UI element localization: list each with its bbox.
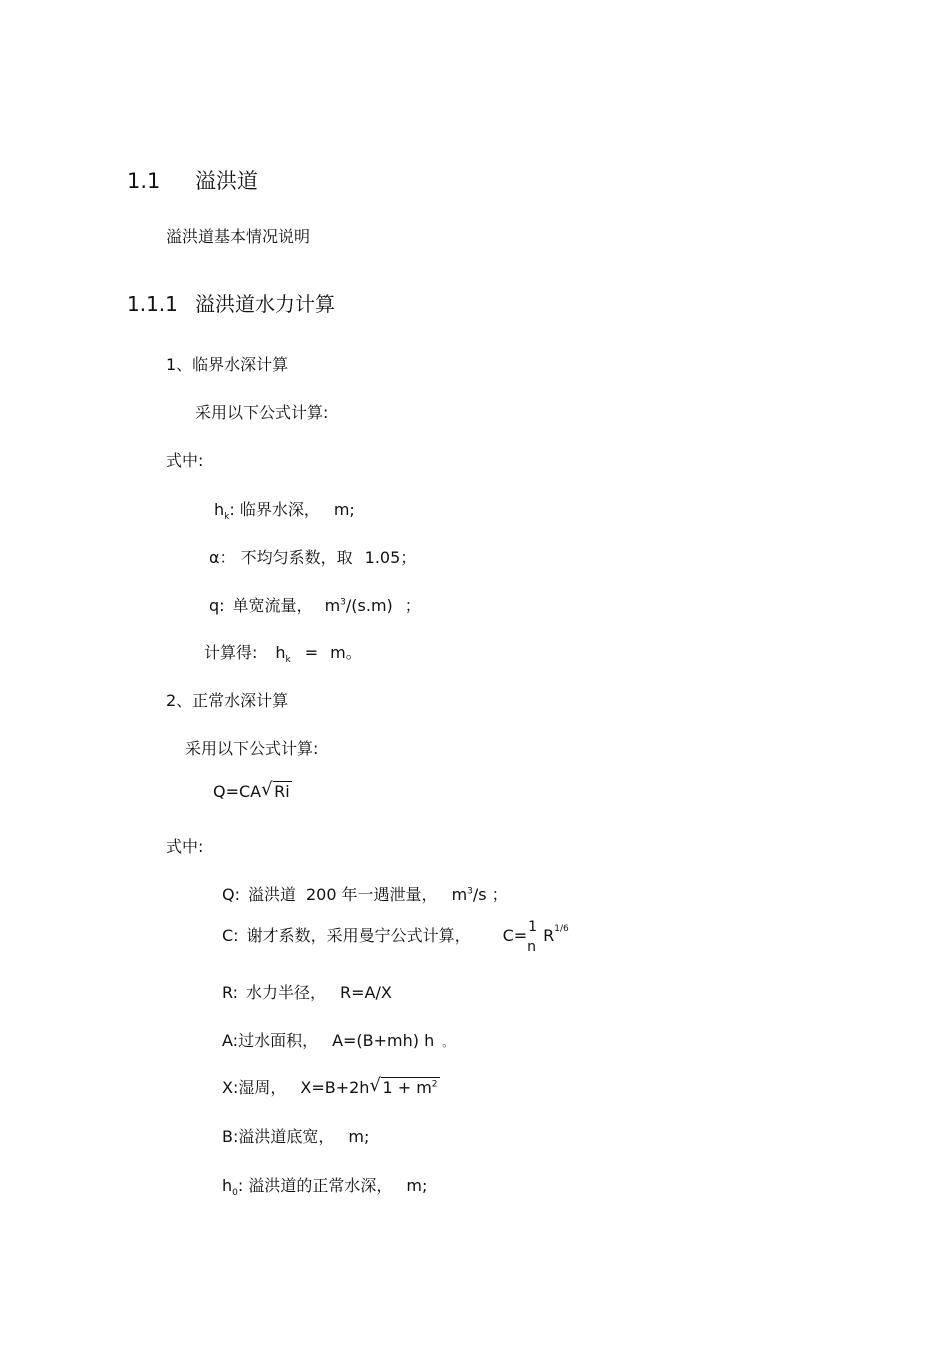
var-symbol: α — [209, 548, 220, 567]
def-A — [222, 1031, 453, 1053]
punctuation: ； — [400, 548, 417, 567]
result-unit: m — [330, 643, 346, 662]
var-value: 1.05 — [364, 548, 401, 567]
var-description: : 临界水深， — [229, 500, 320, 519]
var-unit: m; — [333, 500, 355, 519]
var-symbol: h — [275, 643, 286, 662]
var-description: 过水面积， — [238, 1031, 319, 1050]
subsection-title: 溢洪道水力计算 — [195, 292, 335, 316]
section-number: 1.1 — [127, 169, 161, 193]
unit-exponent: 3 — [467, 886, 473, 897]
formula: A=(B+mh — [332, 1031, 413, 1050]
def-h0 — [222, 1176, 428, 1199]
var-description: 单宽流量， — [232, 596, 313, 615]
var-description-rest: 年一遇泄量， — [341, 885, 438, 904]
result-label: 计算得: — [204, 643, 258, 662]
sqrt-symbol: √ $1 + m^2$ — [369, 1075, 438, 1097]
var-description: 溢洪道 — [247, 885, 296, 904]
punctuation: 。 — [345, 643, 362, 662]
exponent: 2 — [431, 1079, 438, 1090]
var-unit: m — [451, 885, 468, 904]
var-description: ： 不均匀系数，取 — [219, 548, 353, 567]
var-description: 湿周， — [238, 1078, 287, 1097]
formula: X=B+2h — [300, 1078, 370, 1097]
var-subscript: 0 — [232, 1188, 238, 1199]
var-unit-rest: /s — [472, 885, 487, 904]
formula-rest: ) h — [412, 1031, 435, 1050]
denominator: n — [527, 938, 537, 955]
var-description: : 溢洪道的正常水深， — [237, 1176, 393, 1195]
var-description: 水力半径， — [246, 983, 327, 1002]
sqrt-body — [381, 1077, 439, 1097]
formula: R=A/X — [340, 983, 392, 1002]
var-symbol: Q: — [222, 885, 240, 904]
punctuation: ； — [491, 885, 508, 904]
var-symbol: R: — [222, 983, 239, 1002]
var-symbol: B: — [222, 1127, 239, 1146]
part1-heading: 1、临界水深计算 — [166, 355, 289, 374]
def-X — [222, 1075, 440, 1098]
punctuation: 。 — [442, 1036, 454, 1049]
subsection-number: 1.1.1 — [127, 292, 178, 316]
def-Q — [222, 885, 508, 905]
equals-sign: = — [304, 643, 319, 662]
punctuation: ； — [404, 596, 421, 615]
def-R — [222, 983, 392, 1003]
var-description: 溢洪道底宽， — [238, 1127, 335, 1146]
chezy-formula — [213, 779, 292, 802]
sqrt-symbol: √ Ri — [261, 779, 290, 801]
part2-where-label: 式中: — [166, 837, 204, 856]
section-title: 溢洪道 — [195, 169, 258, 193]
var-unit: m; — [406, 1176, 428, 1195]
numerator: 1 — [528, 918, 538, 935]
fraction — [527, 918, 539, 955]
exponent: 1/6 — [554, 924, 569, 934]
var-description: 谢才系数，采用曼宁公式计算， — [246, 926, 471, 945]
var-symbol: q: — [209, 596, 225, 615]
var-symbol: A: — [222, 1031, 239, 1050]
def-C — [222, 918, 569, 955]
def-hk — [214, 500, 355, 523]
var-unit-rest: /(s.m) — [345, 596, 393, 615]
var-symbol: h — [214, 500, 225, 519]
var-subscript: k — [224, 512, 230, 523]
unit-exponent: 3 — [340, 597, 346, 608]
sqrt-content: 1 + m — [382, 1078, 432, 1097]
var-subscript: k — [285, 655, 291, 666]
sqrt-body: Ri — [274, 782, 290, 801]
var-symbol: h — [222, 1176, 233, 1195]
def-alpha — [209, 548, 416, 568]
subsection-heading — [127, 291, 335, 317]
formula-left: Q=CA — [213, 782, 262, 801]
part1-formula-intro: 采用以下公式计算: — [195, 403, 329, 422]
section-heading — [127, 168, 258, 194]
var-symbol: X: — [222, 1078, 239, 1097]
var-unit: m; — [348, 1127, 370, 1146]
part1-where-label: 式中: — [166, 451, 204, 470]
formula-left: C= — [502, 926, 528, 945]
def-B — [222, 1127, 369, 1147]
result-hk — [204, 643, 362, 666]
var-unit: m — [324, 596, 341, 615]
intro-text: 溢洪道基本情况说明 — [166, 227, 311, 246]
var-value: 200 — [306, 885, 337, 904]
def-q — [209, 596, 421, 616]
radius-symbol: R — [543, 926, 555, 945]
var-symbol: C: — [222, 926, 239, 945]
part2-heading: 2、正常水深计算 — [166, 691, 289, 710]
part2-formula-intro: 采用以下公式计算: — [185, 739, 319, 758]
